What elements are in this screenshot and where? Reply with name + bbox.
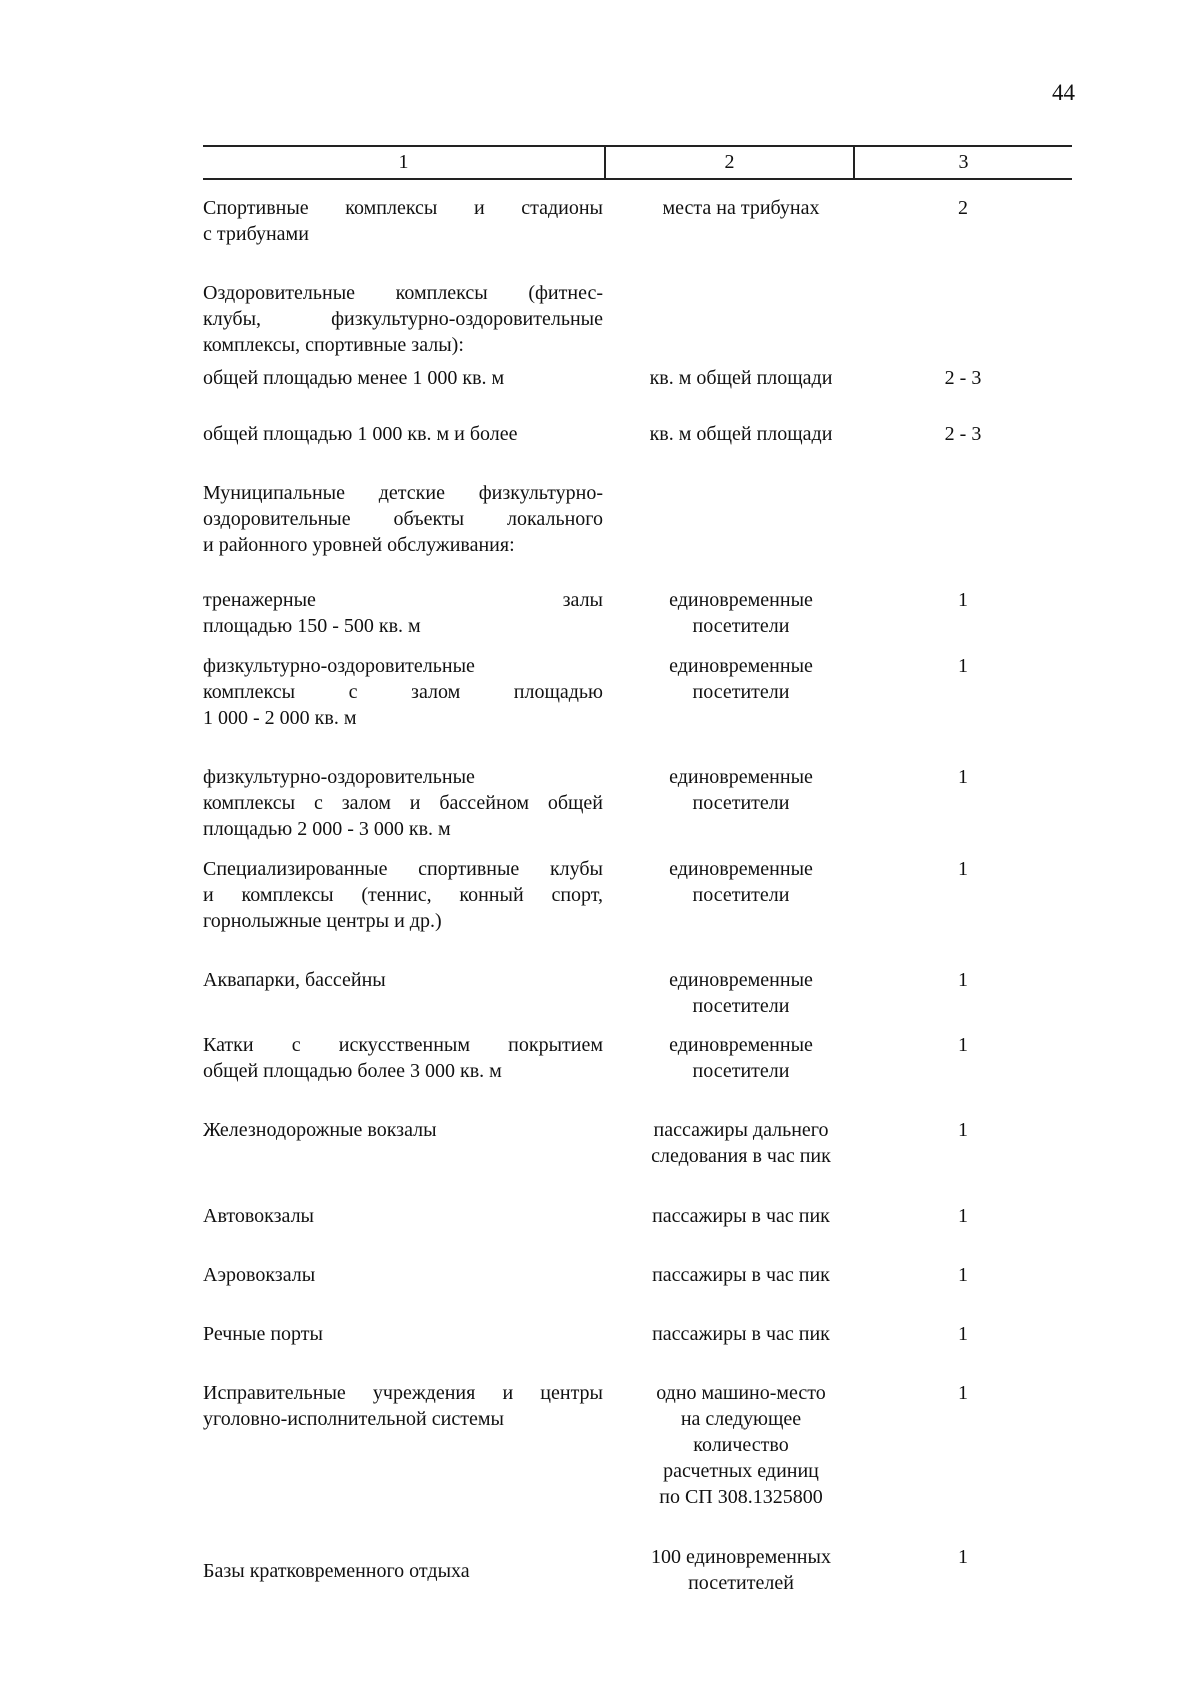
cell-value: 1 (958, 766, 968, 788)
cell-value: 2 (958, 197, 968, 219)
cell-object-type (203, 967, 603, 993)
cell-line: посетители (692, 681, 790, 703)
cell-value: 1 (958, 1205, 968, 1227)
cell-line: Железнодорожные вокзалы (203, 1119, 437, 1141)
cell-unit (614, 587, 868, 639)
cell-value: 1 (958, 1264, 968, 1286)
cell-value: 2 - 3 (944, 367, 982, 389)
cell-line: тренажерные залы (203, 589, 603, 611)
cell-line: единовременные (669, 1034, 813, 1056)
cell-line: Оздоровительные комплексы (фитнес- (203, 282, 603, 304)
cell-line: общей площадью менее 1 000 кв. м (203, 367, 505, 389)
cell-line: единовременные (669, 858, 813, 880)
cell-value: 1 (958, 1382, 968, 1404)
header-col-1: 1 (398, 151, 409, 173)
cell-value: 1 (958, 655, 968, 677)
cell-object-type (203, 480, 603, 558)
cell-unit (614, 1203, 868, 1229)
cell-line: кв. м общей площади (649, 367, 833, 389)
cell-line: по СП 308.1325800 (659, 1486, 823, 1508)
cell-object-type (203, 1262, 603, 1288)
cell-object-type (203, 1558, 603, 1584)
cell-line: пассажиры дальнего (653, 1119, 829, 1141)
cell-object-type (203, 653, 603, 731)
cell-line: единовременные (669, 969, 813, 991)
cell-line: посетители (692, 995, 790, 1017)
cell-value: 1 (958, 1034, 968, 1056)
cell-unit (614, 1032, 868, 1084)
header-top-rule (203, 145, 1072, 147)
cell-line: места на трибунах (662, 197, 820, 219)
cell-value: 1 (958, 1546, 968, 1568)
cell-line: посетители (692, 615, 790, 637)
cell-unit (614, 856, 868, 908)
cell-line: Специализированные спортивные клубы (203, 858, 603, 880)
cell-object-type (203, 1032, 603, 1084)
cell-line: Катки с искусственным покрытием (203, 1034, 603, 1056)
cell-line: Спортивные комплексы и стадионы (203, 197, 603, 219)
cell-line: 1 000 - 2 000 кв. м (203, 707, 357, 729)
cell-line: 100 единовременных (651, 1546, 831, 1568)
cell-line: площадью 150 - 500 кв. м (203, 615, 421, 637)
cell-line: клубы, физкультурно-оздоровительные (203, 308, 603, 330)
cell-line: кв. м общей площади (649, 423, 833, 445)
cell-line: количество (693, 1434, 789, 1456)
cell-object-type (203, 1117, 603, 1143)
cell-object-type (203, 365, 603, 391)
cell-value: 1 (958, 969, 968, 991)
cell-line: оздоровительные объекты локального (203, 508, 603, 530)
header-bottom-rule (203, 178, 1072, 180)
cell-object-type (203, 280, 603, 358)
cell-object-type (203, 764, 603, 842)
cell-line: посетители (692, 792, 790, 814)
cell-unit (614, 195, 868, 221)
cell-object-type (203, 195, 603, 247)
cell-object-type (203, 587, 603, 639)
cell-line: посетители (692, 1060, 790, 1082)
cell-line: Аэровокзалы (203, 1264, 316, 1286)
cell-line: единовременные (669, 589, 813, 611)
cell-object-type (203, 1380, 603, 1432)
cell-unit (614, 1380, 868, 1510)
cell-line: посетители (692, 884, 790, 906)
cell-line: Муниципальные детские физкультурно- (203, 482, 603, 504)
cell-value: 2 - 3 (944, 423, 982, 445)
cell-line: комплексы с залом и бассейном общей (203, 792, 603, 814)
cell-unit (614, 365, 868, 391)
cell-line: Речные порты (203, 1323, 323, 1345)
header-col-2: 2 (724, 151, 735, 173)
cell-value: 1 (958, 1323, 968, 1345)
cell-line: на следующее (680, 1408, 802, 1430)
cell-line: уголовно-исполнительной системы (203, 1408, 504, 1430)
cell-line: одно машино-место (656, 1382, 826, 1404)
cell-value: 1 (958, 589, 968, 611)
cell-line: Аквапарки, бассейны (203, 969, 386, 991)
cell-object-type (203, 1321, 603, 1347)
cell-line: Автовокзалы (203, 1205, 314, 1227)
cell-line: физкультурно-оздоровительные (203, 766, 475, 788)
cell-unit (614, 764, 868, 816)
cell-line: следования в час пик (651, 1145, 831, 1167)
header-col-3: 3 (958, 151, 969, 173)
cell-line: с трибунами (203, 223, 309, 245)
cell-line: расчетных единиц (663, 1460, 819, 1482)
cell-object-type (203, 421, 603, 447)
cell-object-type (203, 1203, 603, 1229)
page-number: 44 (1052, 80, 1075, 105)
cell-line: Исправительные учреждения и центры (203, 1382, 603, 1404)
cell-line: пассажиры в час пик (652, 1264, 830, 1286)
cell-line: пассажиры в час пик (652, 1205, 830, 1227)
cell-unit (614, 1117, 868, 1169)
cell-unit (614, 421, 868, 447)
cell-unit (614, 967, 868, 1019)
cell-line: комплексы с залом площадью (203, 681, 603, 703)
cell-value: 1 (958, 858, 968, 880)
cell-line: комплексы, спортивные залы): (203, 334, 464, 356)
cell-line: единовременные (669, 766, 813, 788)
cell-unit (614, 653, 868, 705)
cell-unit (614, 1321, 868, 1347)
cell-line: площадью 2 000 - 3 000 кв. м (203, 818, 451, 840)
cell-line: посетителей (688, 1572, 794, 1594)
cell-line: общей площадью 1 000 кв. м и более (203, 423, 518, 445)
cell-unit (614, 1544, 868, 1596)
cell-line: физкультурно-оздоровительные (203, 655, 475, 677)
cell-object-type (203, 856, 603, 934)
cell-line: и районного уровней обслуживания: (203, 534, 515, 556)
cell-line: Базы кратковременного отдыха (203, 1560, 470, 1582)
cell-line: горнолыжные центры и др.) (203, 910, 442, 932)
cell-line: общей площадью более 3 000 кв. м (203, 1060, 502, 1082)
cell-line: и комплексы (теннис, конный спорт, (203, 884, 603, 906)
cell-line: единовременные (669, 655, 813, 677)
cell-unit (614, 1262, 868, 1288)
cell-value: 1 (958, 1119, 968, 1141)
cell-line: пассажиры в час пик (652, 1323, 830, 1345)
